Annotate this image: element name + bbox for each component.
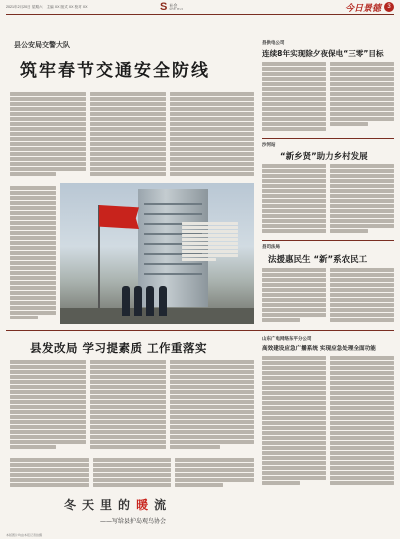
power-kicker: 县供电公司	[262, 41, 285, 46]
footer-note: 本版图片均由本报记者拍摄	[6, 533, 43, 537]
main-body-col1b	[10, 186, 56, 324]
reform-headline: 县发改局 学习提素质 工作重落实	[30, 341, 208, 355]
red-flag-graphic	[99, 205, 139, 229]
broadcast-headline: 高效建设应急广播系统 实现应急处理全面功能	[262, 346, 376, 352]
officer-figure	[159, 286, 167, 316]
lower-body	[10, 458, 254, 490]
power-headline: 连续8年实现除夕夜保电“三零”目标	[262, 49, 384, 58]
legal-body-col2	[330, 268, 394, 324]
power-body-col1	[262, 62, 326, 132]
main-body-col1	[10, 92, 86, 182]
ground-graphic	[60, 308, 254, 324]
village-headline: “新乡贤”助力乡村发展	[280, 152, 368, 162]
officer-figure	[134, 286, 142, 316]
divider	[262, 240, 394, 241]
top-band	[0, 0, 400, 14]
village-body-col1	[262, 164, 326, 234]
legal-kicker: 县司法局	[262, 245, 280, 250]
section-badge	[160, 2, 200, 12]
legal-body-col1	[262, 268, 326, 324]
reform-body-col2	[90, 360, 166, 452]
broadcast-body-col1	[262, 356, 326, 490]
village-kicker: 沙河站	[262, 143, 276, 148]
issue-date: 2021年2月20日 星期六	[6, 4, 43, 9]
officer-figure	[122, 286, 130, 316]
main-body-col2	[90, 92, 166, 182]
winter-title: 冬天里的暖流	[64, 498, 173, 512]
editor-credits: 主编 XX 版式 XX 校对 XX	[46, 4, 88, 9]
officer-figure	[146, 286, 154, 316]
main-kicker: 县公安局交警大队	[14, 41, 70, 49]
power-body-col2	[330, 62, 394, 132]
broadcast-body-col2	[330, 356, 394, 490]
main-headline: 筑牢春节交通安全防线	[20, 61, 210, 81]
legal-headline: 法援惠民生 “新”系农民工	[268, 255, 368, 265]
winter-feature	[8, 494, 256, 530]
masthead-logo: 今日景德	[344, 2, 381, 13]
page-number: 3	[384, 2, 394, 12]
reform-body-col3	[170, 360, 254, 452]
divider	[6, 330, 394, 331]
reform-body-col1	[10, 360, 86, 452]
section-en: SHE HUI	[169, 7, 184, 11]
broadcast-kicker: 山东广电网络东平分公司	[262, 337, 312, 342]
masthead	[345, 1, 394, 13]
photo-caption	[182, 222, 238, 268]
divider	[262, 138, 394, 139]
winter-subtitle: ——写给县护岛观鸟协会	[100, 518, 167, 525]
main-body-col3	[170, 92, 254, 182]
header-rule	[6, 14, 394, 15]
village-body-col2	[330, 164, 394, 234]
section-name: 社会	[169, 2, 178, 8]
section-letter: S	[160, 1, 168, 13]
